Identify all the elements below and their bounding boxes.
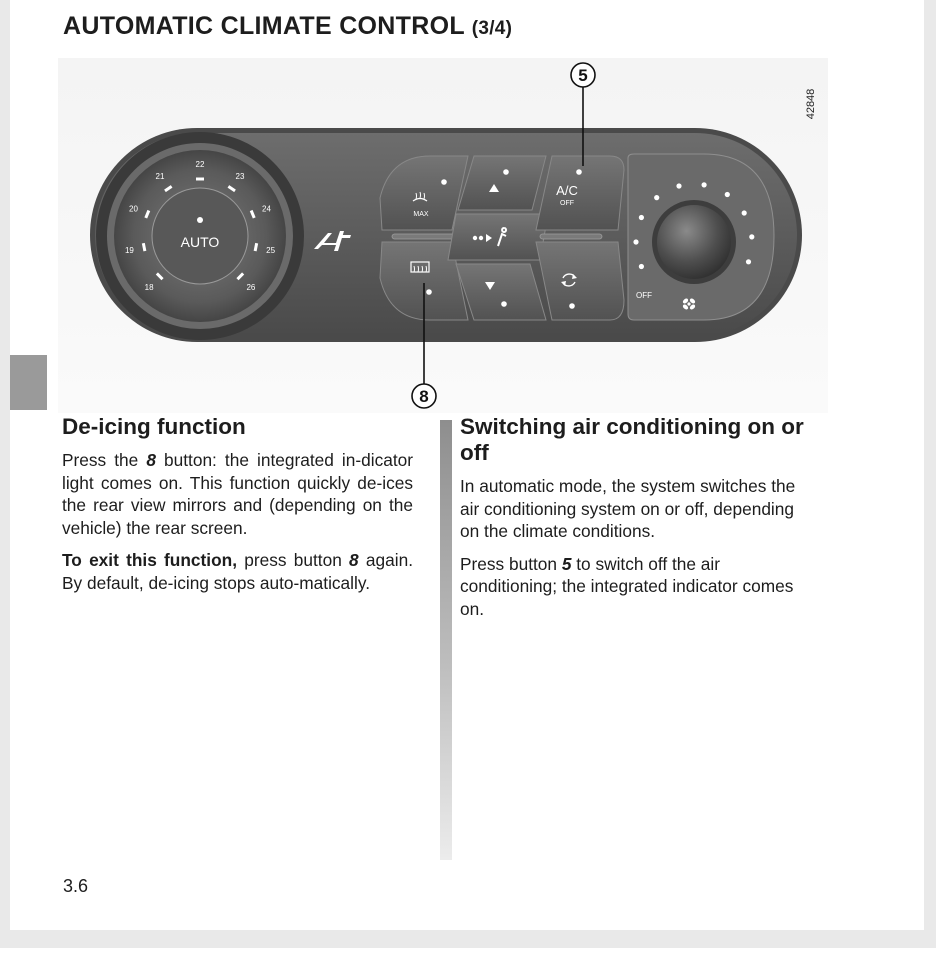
fan-speed-dot: [746, 259, 751, 264]
light-bar-left: [392, 234, 456, 239]
fan-speed-dot: [725, 192, 730, 197]
fan-speed-dot: [742, 210, 747, 215]
temperature-tick-label: 20: [129, 204, 138, 214]
auto-label: AUTO: [180, 234, 220, 250]
deicing-section: [62, 414, 413, 604]
air-conditioning-section: [460, 414, 811, 630]
text-run: to switch off the air conditioning; the integrated indicator comes on.: [460, 553, 794, 619]
temperature-tick-mark: [196, 178, 204, 181]
text-run: Press the: [62, 450, 147, 470]
temperature-tick-label: 23: [235, 172, 245, 182]
callout-8-number: 8: [419, 387, 429, 406]
fan-speed-dot: [654, 195, 659, 200]
fan-speed-dot: [702, 182, 707, 187]
air-flow-down-indicator: [501, 301, 507, 307]
next-page-edge: [0, 948, 936, 962]
text-run: button: the integrated in-dicator light comes on. This function quickly de-ices the rear view mirrors and (depending on the vehicle) the rear screen.: [62, 450, 413, 538]
deicing-paragraph-2: [62, 549, 413, 594]
section-tab: [10, 355, 47, 410]
text-run: Press button: [460, 553, 562, 574]
air-flow-up-button[interactable]: [458, 156, 546, 210]
text-run: again. By default, de-icing stops auto-matically.: [62, 550, 413, 593]
recirculation-button[interactable]: [536, 242, 624, 320]
button-ref-8: 8: [146, 450, 156, 470]
fan-speed-dot: [676, 183, 681, 188]
recirculation-indicator: [569, 303, 575, 309]
title-suffix: (3/4): [471, 18, 513, 39]
climate-control-panel-figure: [58, 58, 828, 413]
text-run: press button: [237, 550, 350, 570]
temperature-tick-label: 26: [246, 282, 256, 292]
fan-speed-dot: [633, 239, 638, 244]
ac-label: A/C: [556, 183, 578, 198]
fan-speed-knob[interactable]: [657, 205, 731, 279]
ac-off-label: OFF: [560, 200, 574, 207]
temperature-tick-label: 25: [266, 246, 276, 255]
fan-speed-control[interactable]: [628, 154, 774, 320]
ac-button[interactable]: [536, 156, 624, 230]
callout-5-number: 5: [578, 66, 588, 85]
air-conditioning-paragraph-2: [460, 553, 811, 621]
air-conditioning-heading: Switching air conditioning on or off: [460, 414, 804, 465]
fan-speed-dot: [749, 234, 754, 239]
title-text: AUTOMATIC CLIMATE CONTROL: [63, 12, 465, 40]
button-ref-8: 8: [349, 550, 359, 570]
max-defrost-indicator: [441, 179, 447, 185]
temperature-tick-label: 24: [262, 204, 271, 214]
deicing-paragraph-1: [62, 449, 413, 539]
temperature-tick-label: 21: [155, 172, 165, 182]
air-distribution-button[interactable]: [448, 214, 548, 260]
light-bar-right: [540, 234, 602, 239]
temperature-tick-label: 19: [124, 246, 134, 255]
deicing-heading: De-icing function: [62, 414, 246, 439]
button-ref-5: 5: [561, 553, 572, 574]
temperature-tick-label: 22: [195, 160, 205, 169]
page-title: [63, 12, 512, 41]
fan-speed-dot: [639, 215, 644, 220]
max-label: MAX: [413, 211, 429, 218]
bold-lead: To exit this function,: [62, 550, 238, 570]
page-number: 3.6: [63, 876, 89, 896]
ac-indicator: [576, 169, 582, 175]
fan-speed-dot: [639, 264, 644, 269]
auto-indicator-light: [197, 217, 203, 223]
temperature-tick-label: 18: [144, 282, 154, 292]
fan-off-label: OFF: [636, 291, 652, 300]
air-flow-up-indicator: [503, 169, 509, 175]
column-divider: [440, 420, 452, 860]
figure-reference-number: 42848: [805, 88, 817, 120]
air-conditioning-paragraph-1: In automatic mode, the system switches the air conditioning system on or off, depending on the climate conditions.: [460, 476, 796, 541]
rear-defrost-indicator: [426, 289, 432, 295]
